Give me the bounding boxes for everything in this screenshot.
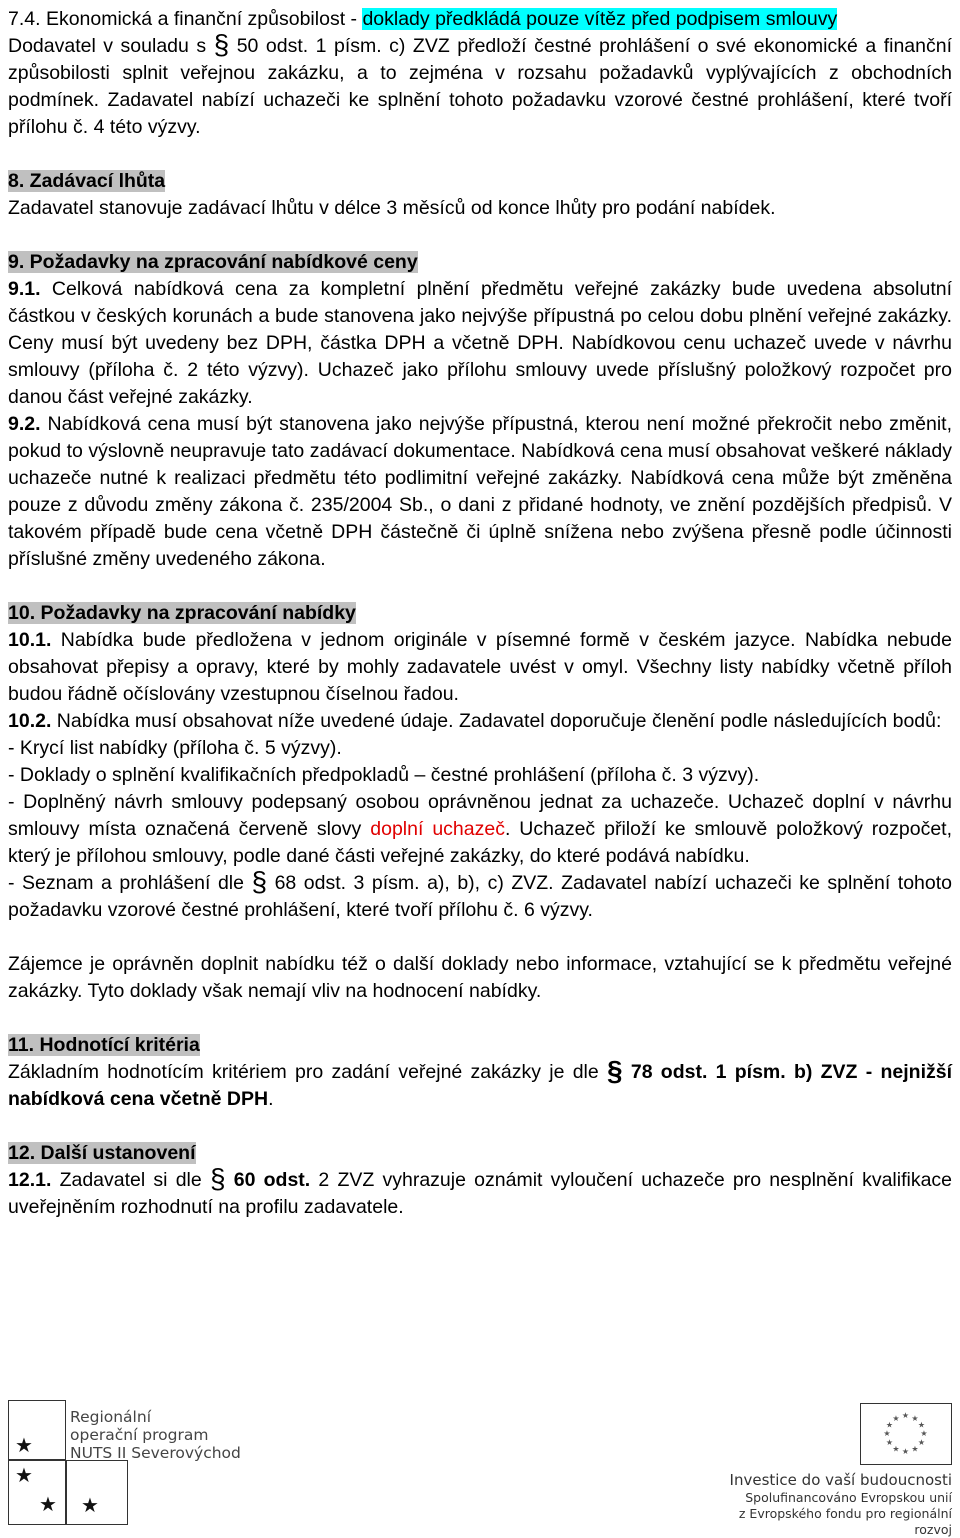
- svg-text:★: ★: [911, 1444, 919, 1454]
- svg-text:★: ★: [917, 1438, 926, 1447]
- list-item: - Doplněný návrh smlouvy podepsaný osobou oprávněnou jednat za uchazeče. Uchazeč doplní v návrhu smlouvy místa označená červeně slovy doplní uchazeč. Uchazeč přiloží ke smlouvě položkový rozpočet, který je přílohou smlouvy, podle dané části veřejné zakázky, do které podává nabídku.: [8, 791, 952, 867]
- rop-logo-text: Regionální operační program NUTS II Severovýchod: [70, 1408, 241, 1462]
- svg-text:★: ★: [892, 1444, 900, 1454]
- section-10-extra: Zájemce je oprávněn doplnit nabídku též o další doklady nebo informace, vztahující se k předmětu veřejné zakázky. Tyto doklady však nemají vliv na hodnocení nabídky.: [8, 953, 952, 1002]
- logo-square: [8, 1460, 66, 1525]
- footer: [0, 1395, 960, 1537]
- highlight-note: doklady předkládá pouze vítěz před podpisem smlouvy: [362, 8, 838, 30]
- rop-logo: [8, 1400, 248, 1525]
- list-item: - Doklady o splnění kvalifikačních předpokladů – čestné prohlášení (příloha č. 3 výzvy).: [8, 764, 760, 786]
- list-item: - Seznam a prohlášení dle § 68 odst. 3 písm. a), b), c) ZVZ. Zadavatel nabízí uchazeči ke splnění tohoto požadavku vzorové čestné prohlášení, které tvoří přílohu č. 6 výzvy.: [8, 866, 953, 921]
- section-9-2: 9.2. Nabídková cena musí být stanovena jako nejvýše přípustná, kterou není možné překročit nebo změnit, pokud to výslovně neupravuje tato zadávací dokumentace. Nabídková cena musí obsahovat veškeré náklady uchazeče nutné k realizaci předmětu této podlimitní veřejné zakázky. Nabídková cena může být změněna pouze z důvodu změny zákona č. 235/2004 Sb., o dani z přidané hodnoty, ve znění pozdějších předpisů. V takovém případě bude cena včetně DPH částečně či úplně snížena nebo zvýšena přesně podle účinnosti příslušné změny uvedeného zákona.: [8, 413, 952, 570]
- svg-text:★: ★: [901, 1447, 910, 1456]
- svg-text:★: ★: [885, 1438, 894, 1447]
- svg-text:★: ★: [885, 1420, 894, 1430]
- section-10-1: 10.1. Nabídka bude předložena v jednom originále v písemné formě v českém jazyce. Nabídka nebude obsahovat přepisy a opravy, které by mohly zadavatele uvést v omyl. Všechny listy nabídky včetně příloh budou řádně očíslovány vzestupnou číselnou řadou.: [8, 629, 952, 705]
- document-page: [8, 6, 952, 1221]
- section-9-1: 9.1. Celková nabídková cena za kompletní plnění předmětu veřejné zakázky bude uvedena absolutní částkou v českých korunách a bude stanovena jako nejvýše přípustná po celou dobu plnění veřejné zakázky. Ceny musí být uvedeny bez DPH, částka DPH a včetně DPH. Nabídkovou cenu uchazeč uvede v návrhu smlouvy (příloha č. 2 této výzvy). Uchazeč jako přílohu smlouvy uvede příslušný položkový rozpočet pro danou část veřejné zakázky.: [8, 278, 952, 408]
- section-10-heading: 10. Požadavky na zpracování nabídky: [8, 602, 356, 624]
- section-sign: §: [251, 866, 268, 897]
- section-7-4-text: Dodavatel v souladu s § 50 odst. 1 písm. c) ZVZ předloží čestné prohlášení o své ekonomické a finanční způsobilosti splnit veřejnou zakázku, a to zejména v rozsahu požadavků vyplývajících z obchodních podmínek. Zadavatel nabízí uchazeči ke splnění tohoto požadavku vzorové čestné prohlášení, které tvoří přílohu č. 4 této výzvy.: [8, 29, 952, 138]
- star-icon: ★: [15, 1433, 33, 1457]
- section-12-1: 12.1. Zadavatel si dle § 60 odst. 2 ZVZ vyhrazuje oznámit vyloučení uchazeče pro nesplnění kvalifikace uveřejněním rozhodnutí na profilu zadavatele.: [8, 1163, 953, 1218]
- section-sign: §: [213, 29, 230, 60]
- svg-text:★: ★: [901, 1411, 910, 1420]
- section-12-heading: 12. Další ustanovení: [8, 1142, 196, 1164]
- red-placeholder-text: doplní uchazeč: [370, 818, 505, 840]
- logo-square: [66, 1460, 128, 1525]
- svg-text:★: ★: [892, 1414, 900, 1423]
- svg-text:★: ★: [883, 1429, 891, 1438]
- section-8-text: Zadavatel stanovuje zadávací lhůtu v délce 3 měsíců od konce lhůty pro podání nabídek.: [8, 197, 776, 219]
- section-11-heading: 11. Hodnotící kritéria: [8, 1034, 200, 1056]
- section-11-text: Základním hodnotícím kritériem pro zadání veřejné zakázky je dle § 78 odst. 1 písm. b) ZVZ - nejnižší nabídková cena včetně DPH.: [8, 1055, 952, 1110]
- section-10-2: 10.2. Nabídka musí obsahovat níže uvedené údaje. Zadavatel doporučuje členění podle následujících bodů:: [8, 710, 942, 732]
- star-icon: ★: [15, 1463, 33, 1487]
- section-9-heading: 9. Požadavky na zpracování nabídkové ceny: [8, 251, 418, 273]
- svg-text:★: ★: [920, 1429, 928, 1438]
- svg-text:★: ★: [917, 1420, 926, 1430]
- eu-logo-text: Investice do vaší budoucnosti Spolufinancováno Evropskou unií z Evropského fondu pro regionální rozvoj: [729, 1471, 952, 1537]
- logo-square: [8, 1400, 66, 1460]
- section-sign: §: [209, 1163, 226, 1194]
- list-item: - Krycí list nabídky (příloha č. 5 výzvy).: [8, 737, 342, 759]
- eu-logo: [722, 1403, 952, 1537]
- star-icon: ★: [81, 1493, 99, 1517]
- eu-flag-icon: [860, 1403, 952, 1465]
- section-7-4-heading: 7.4. Ekonomická a finanční způsobilost - doklady předkládá pouze vítěz před podpisem smlouvy: [8, 8, 838, 30]
- star-icon: ★: [39, 1492, 57, 1516]
- section-sign: §: [606, 1055, 623, 1086]
- section-8-heading: 8. Zadávací lhůta: [8, 170, 166, 192]
- svg-text:★: ★: [911, 1414, 919, 1423]
